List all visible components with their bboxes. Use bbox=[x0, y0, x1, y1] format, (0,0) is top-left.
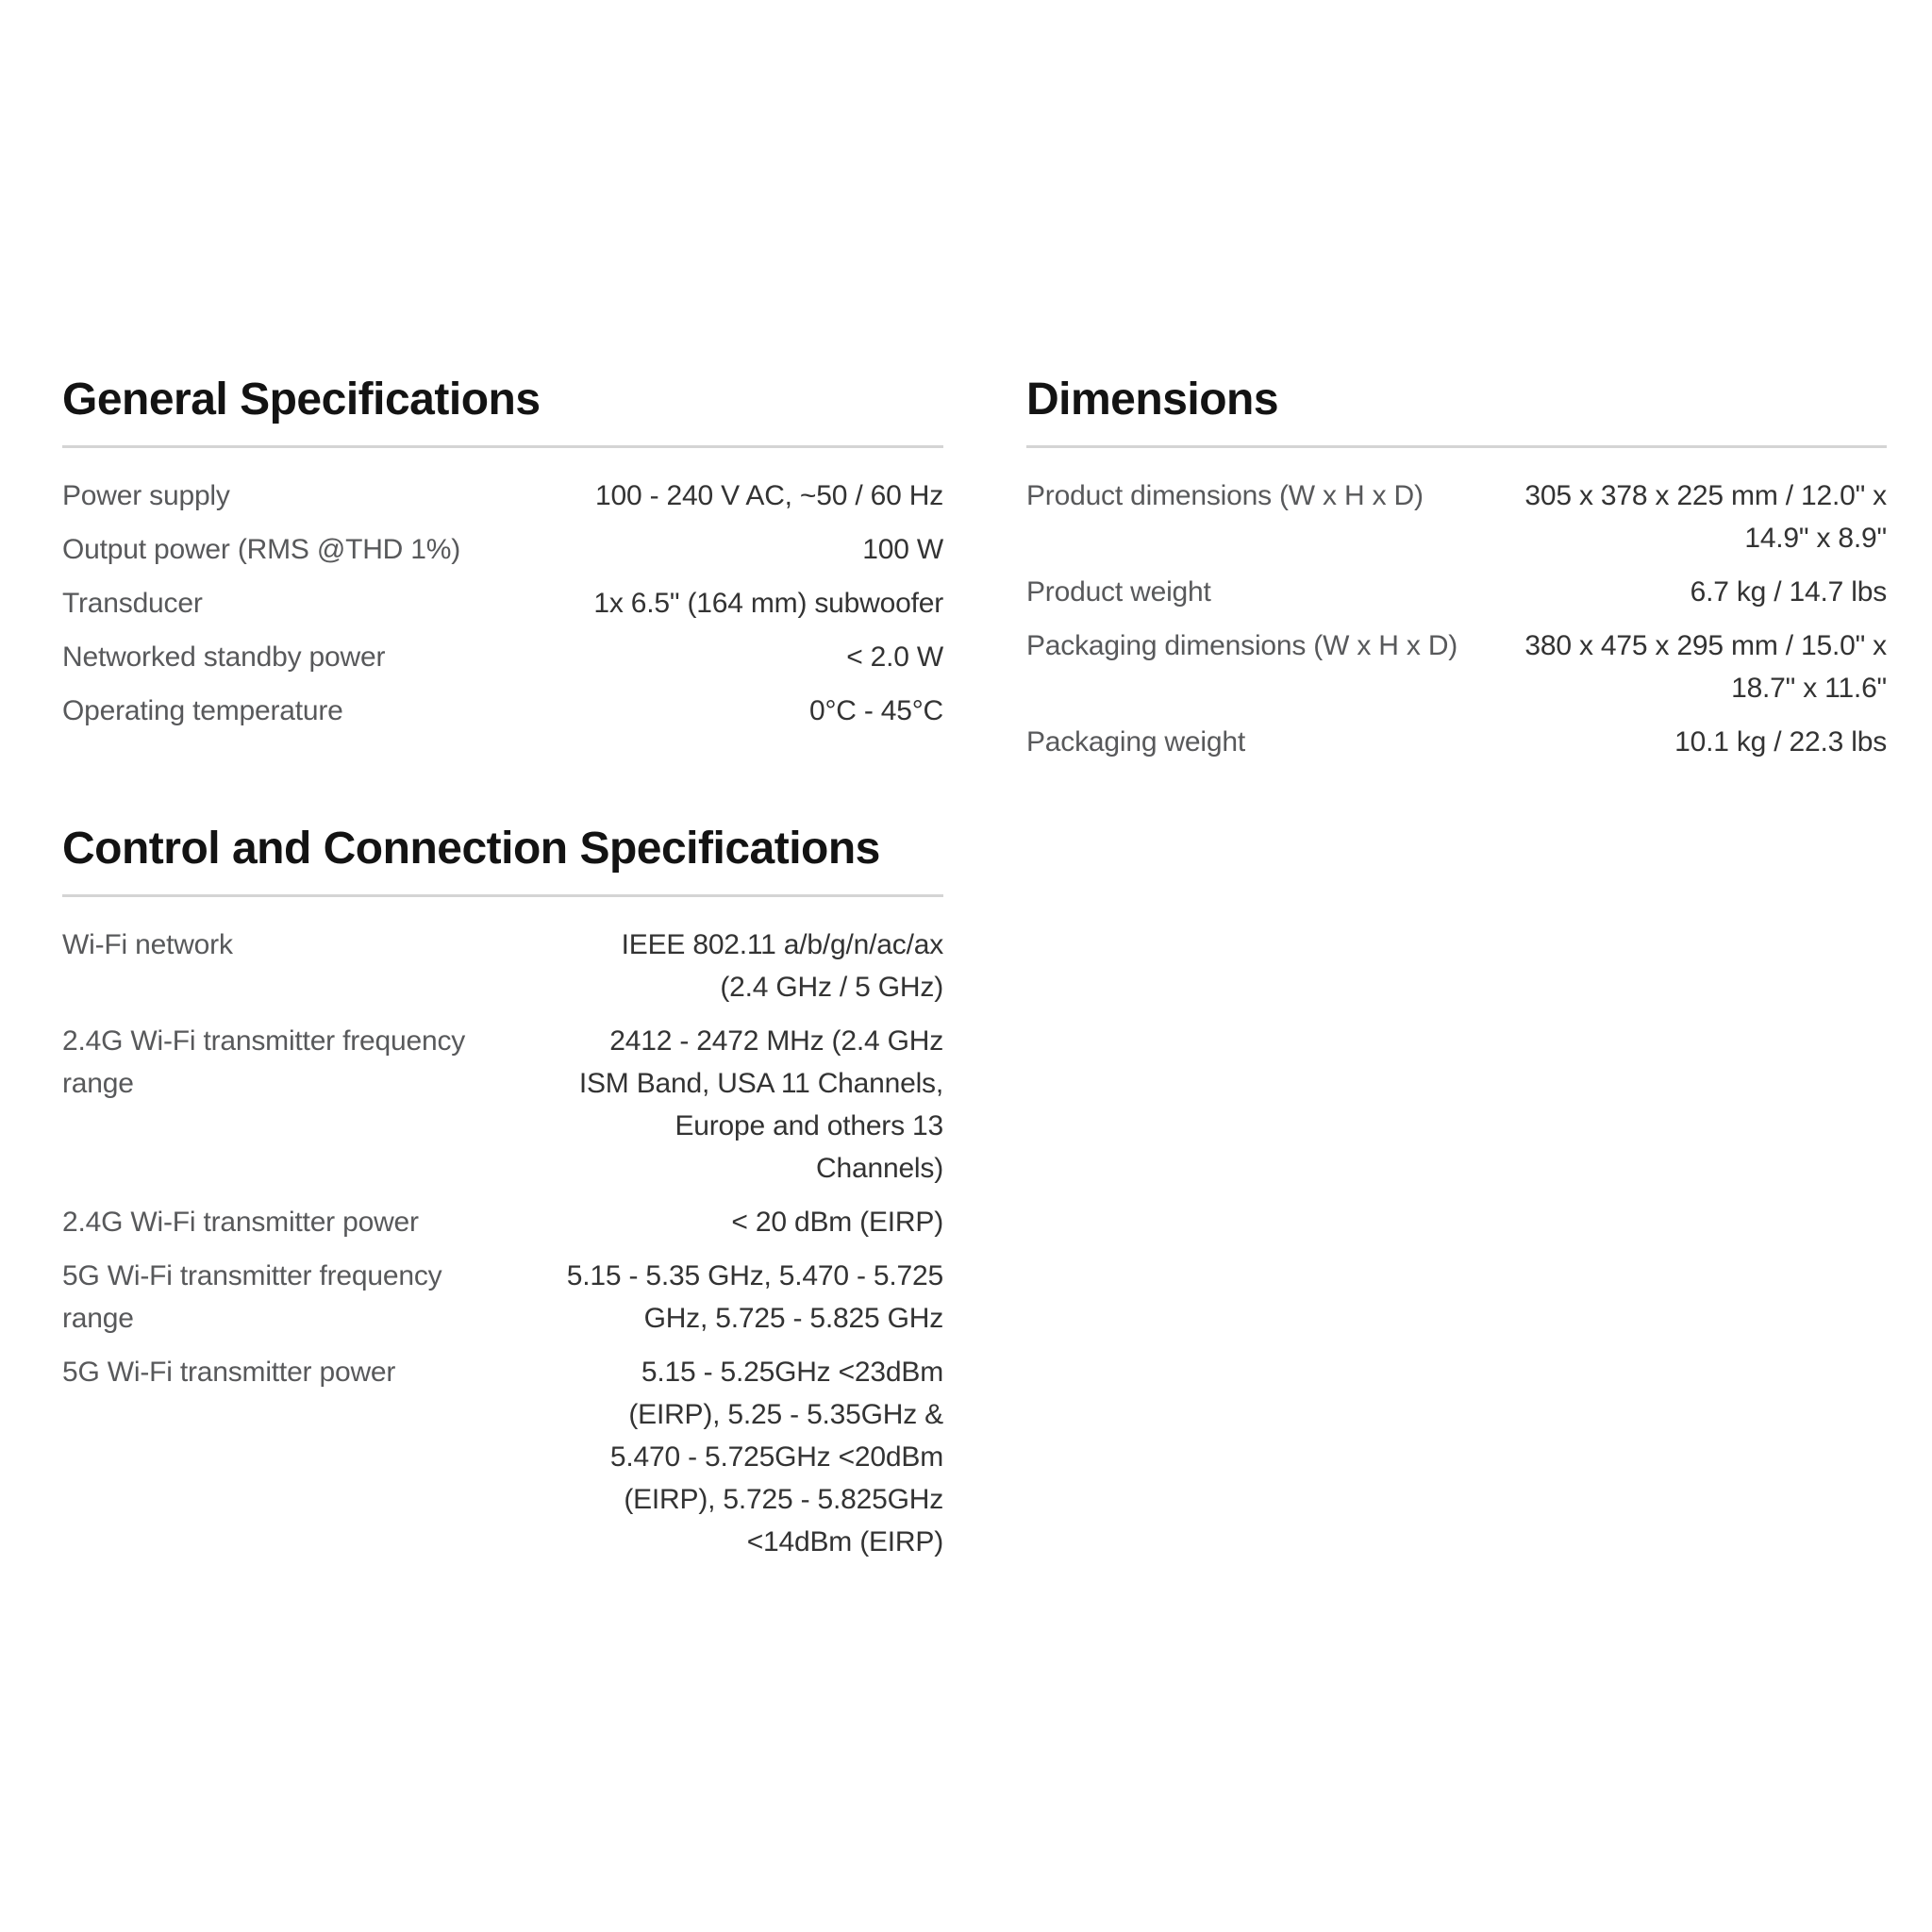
spec-label: Product dimensions (W x H x D) bbox=[1026, 480, 1424, 511]
section-divider bbox=[1026, 445, 1887, 448]
section-divider bbox=[62, 894, 943, 897]
spec-row bbox=[62, 528, 943, 571]
spec-value: 2412 - 2472 MHz (2.4 GHz ISM Band, USA 11 Channels, Europe and others 13 Channels) bbox=[578, 1025, 943, 1184]
spec-value: IEEE 802.11 a/b/g/n/ac/ax (2.4 GHz / 5 GHz) bbox=[621, 929, 943, 1003]
spec-row bbox=[1026, 571, 1887, 613]
spec-row bbox=[1026, 625, 1887, 709]
spec-label: Transducer bbox=[62, 588, 203, 619]
spec-value: 10.1 kg / 22.3 lbs bbox=[1674, 726, 1887, 758]
spec-value: 380 x 475 x 295 mm / 15.0" x 18.7" x 11.6" bbox=[1524, 630, 1887, 704]
section-general-specifications bbox=[62, 374, 943, 732]
section-control-connection-specifications bbox=[62, 823, 943, 1563]
spec-value: 5.15 - 5.35 GHz, 5.470 - 5.725 GHz, 5.725 - 5.825 GHz bbox=[566, 1260, 943, 1334]
spec-row bbox=[62, 1351, 943, 1563]
section-dimensions bbox=[1026, 374, 1887, 763]
control-connection-rows bbox=[62, 924, 943, 1563]
spec-value: < 20 dBm (EIRP) bbox=[731, 1207, 943, 1238]
section-divider bbox=[62, 445, 943, 448]
spec-row bbox=[1026, 721, 1887, 763]
spec-label: 5G Wi-Fi transmitter frequency range bbox=[62, 1260, 442, 1334]
spec-label: Output power (RMS @THD 1%) bbox=[62, 534, 461, 565]
control-connection-title: Control and Connection Specifications bbox=[62, 824, 880, 874]
spec-row bbox=[62, 475, 943, 517]
spec-value: 5.15 - 5.25GHz <23dBm (EIRP), 5.25 - 5.35GHz & 5.470 - 5.725GHz <20dBm (EIRP), 5.725 - 5.825GHz <14dBm (EIRP) bbox=[609, 1357, 943, 1557]
spec-value: 305 x 378 x 225 mm / 12.0" x 14.9" x 8.9" bbox=[1524, 480, 1887, 554]
spec-value: 100 W bbox=[862, 534, 943, 565]
general-specifications-rows bbox=[62, 475, 943, 732]
general-specifications-title: General Specifications bbox=[62, 375, 541, 425]
dimensions-rows bbox=[1026, 475, 1887, 763]
spec-label: Packaging dimensions (W x H x D) bbox=[1026, 630, 1458, 661]
spec-label: Operating temperature bbox=[62, 695, 343, 726]
spec-row bbox=[62, 582, 943, 625]
spec-label: 2.4G Wi-Fi transmitter power bbox=[62, 1207, 419, 1238]
spec-label: Wi-Fi network bbox=[62, 929, 233, 960]
spec-row bbox=[62, 1020, 943, 1190]
spec-label: Product weight bbox=[1026, 576, 1211, 608]
spec-row bbox=[62, 1255, 943, 1340]
spec-row bbox=[62, 924, 943, 1008]
spec-row bbox=[62, 636, 943, 678]
spec-row bbox=[62, 1201, 943, 1243]
spec-value: 1x 6.5" (164 mm) subwoofer bbox=[593, 588, 943, 619]
left-column bbox=[62, 374, 943, 1574]
spec-label: Networked standby power bbox=[62, 641, 386, 673]
spec-label: Packaging weight bbox=[1026, 726, 1245, 758]
spec-value: 100 - 240 V AC, ~50 / 60 Hz bbox=[595, 480, 943, 511]
right-column bbox=[1026, 374, 1887, 1574]
spec-value: 6.7 kg / 14.7 lbs bbox=[1690, 576, 1887, 608]
spec-label: 5G Wi-Fi transmitter power bbox=[62, 1357, 396, 1388]
dimensions-title: Dimensions bbox=[1026, 375, 1279, 425]
spec-label: Power supply bbox=[62, 480, 230, 511]
spec-row bbox=[1026, 475, 1887, 559]
spec-label: 2.4G Wi-Fi transmitter frequency range bbox=[62, 1025, 466, 1099]
spec-value: 0°C - 45°C bbox=[808, 695, 943, 726]
spec-content bbox=[62, 374, 1887, 1574]
spec-value: < 2.0 W bbox=[846, 641, 943, 673]
spec-row bbox=[62, 690, 943, 732]
